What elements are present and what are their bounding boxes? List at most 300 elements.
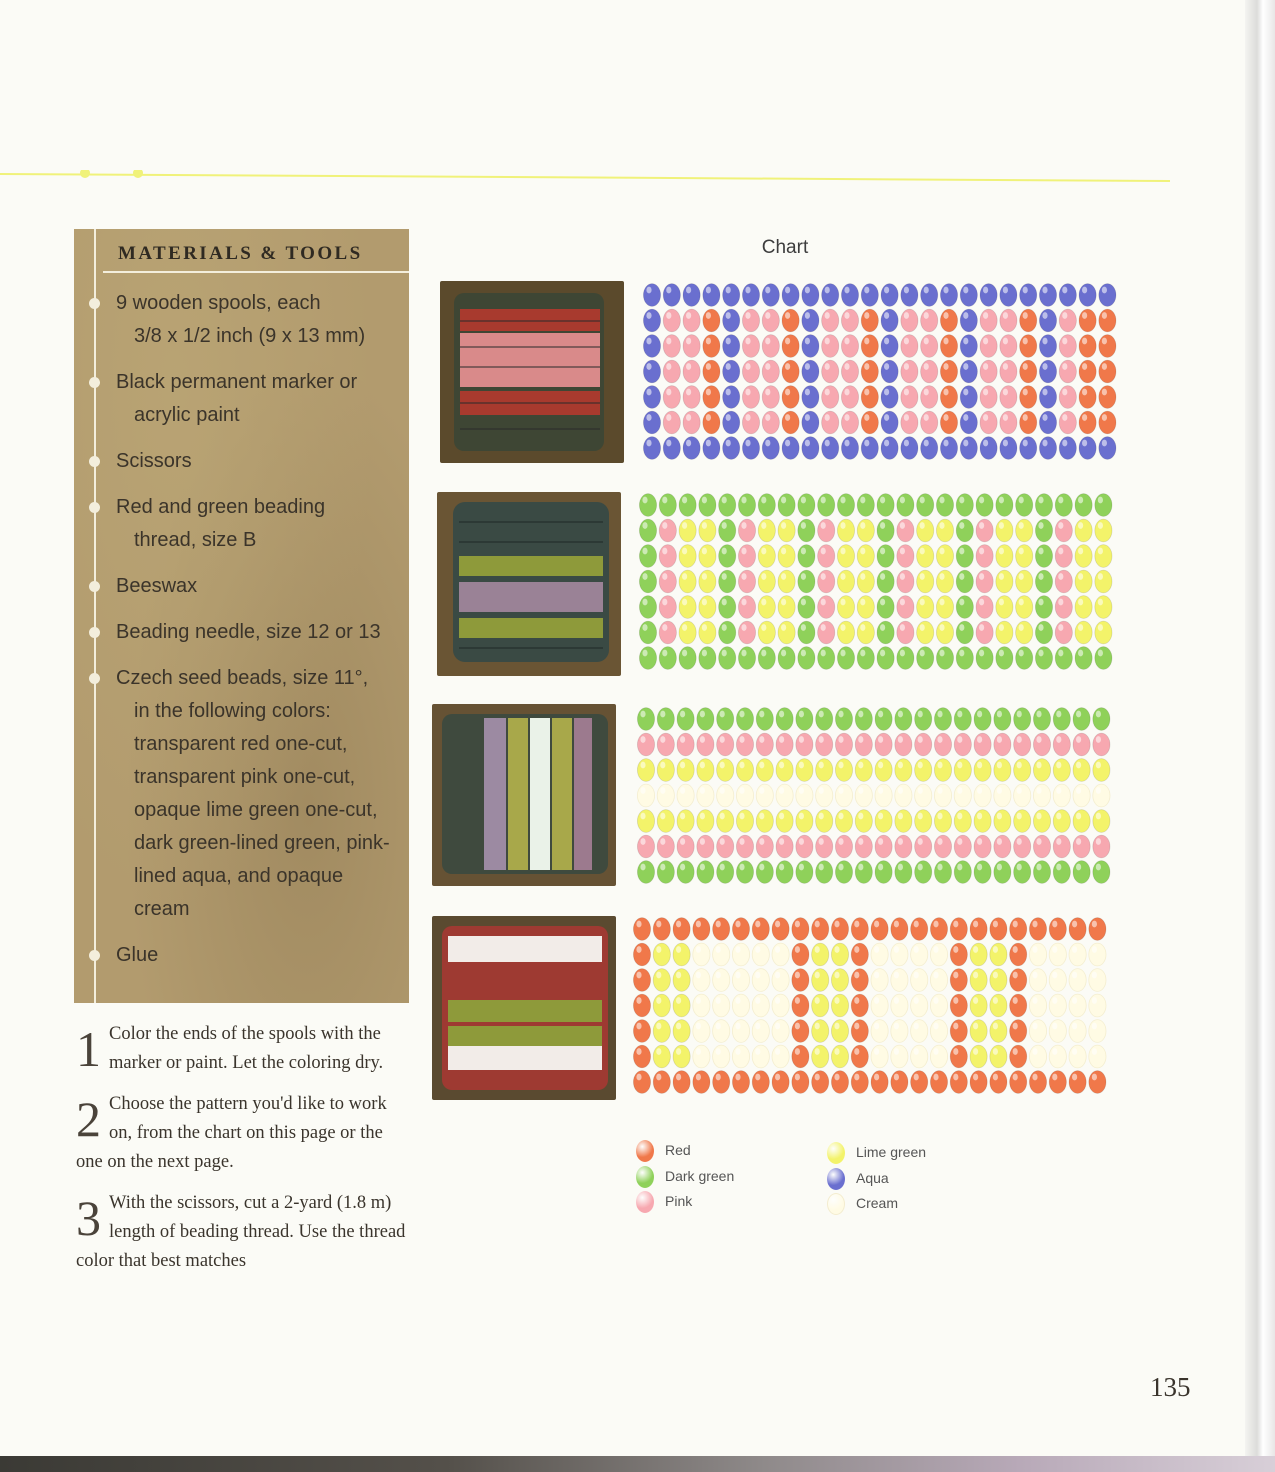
bead-highlight <box>676 946 681 953</box>
bead <box>1099 360 1116 383</box>
bead <box>703 437 720 460</box>
bead <box>673 1020 690 1043</box>
bead <box>1095 570 1112 593</box>
bead <box>857 621 874 644</box>
bead <box>812 1045 829 1068</box>
bead <box>1020 386 1037 409</box>
bead-highlight <box>640 864 645 871</box>
bead <box>950 943 967 966</box>
bead <box>778 494 795 517</box>
bead-highlight <box>1062 338 1067 345</box>
bead <box>699 570 716 593</box>
bead-highlight <box>973 946 978 953</box>
bead-highlight <box>997 711 1002 718</box>
bead-highlight <box>884 287 889 294</box>
bead <box>980 284 997 307</box>
bead-highlight <box>1092 997 1097 1004</box>
bead <box>915 733 932 756</box>
bead <box>796 810 813 833</box>
materials-item-text: Czech seed beads, size 11°, <box>116 667 369 689</box>
bead-highlight <box>825 338 830 345</box>
bead-highlight <box>840 650 845 657</box>
bead <box>1049 969 1066 992</box>
bead <box>921 284 938 307</box>
bead <box>1014 861 1031 884</box>
bead-highlight <box>741 497 746 504</box>
bead-highlight <box>959 497 964 504</box>
bead-highlight <box>1052 1023 1057 1030</box>
bead-highlight <box>840 522 845 529</box>
bead <box>1053 810 1070 833</box>
bead <box>960 309 977 332</box>
bead <box>1029 1071 1046 1094</box>
bead <box>996 621 1013 644</box>
bead-highlight <box>1042 287 1047 294</box>
bead <box>812 943 829 966</box>
bead-highlight <box>1017 813 1022 820</box>
bead-highlight <box>943 338 948 345</box>
bead <box>1016 621 1033 644</box>
bead-highlight <box>636 972 641 979</box>
bead <box>857 519 874 542</box>
bead-highlight <box>914 997 919 1004</box>
bead-highlight <box>884 312 889 319</box>
bead <box>1033 733 1050 756</box>
bead <box>693 943 710 966</box>
bead <box>940 309 957 332</box>
bead-highlight <box>755 921 760 928</box>
bead-highlight <box>706 440 711 447</box>
bead-highlight <box>834 921 839 928</box>
bead <box>659 545 676 568</box>
spool-photo-3 <box>432 704 616 886</box>
bead-highlight <box>993 946 998 953</box>
bead <box>1039 411 1056 434</box>
bead-highlight <box>918 813 923 820</box>
bead-highlight <box>838 736 843 743</box>
bead <box>831 918 848 941</box>
bead-highlight <box>1058 573 1063 580</box>
bead <box>1079 360 1096 383</box>
bead-highlight <box>914 946 919 953</box>
bead-highlight <box>1076 711 1081 718</box>
bead <box>659 570 676 593</box>
bead-highlight <box>795 1023 800 1030</box>
bead <box>1095 519 1112 542</box>
bead-highlight <box>1098 548 1103 555</box>
bead-highlight <box>755 1048 760 1055</box>
bead-highlight <box>755 1023 760 1030</box>
legend-label: Cream <box>856 1195 899 1211</box>
bead <box>657 733 674 756</box>
bullet-dot <box>89 581 100 592</box>
bead-highlight <box>1017 864 1022 871</box>
bead-highlight <box>918 787 923 794</box>
bead-highlight <box>1019 522 1024 529</box>
bead-highlight <box>720 762 725 769</box>
bead-highlight <box>1096 813 1101 820</box>
bead-highlight <box>1098 650 1103 657</box>
bead-highlight <box>1096 736 1101 743</box>
bead-highlight <box>854 946 859 953</box>
bead-highlight <box>920 599 925 606</box>
bead <box>915 759 932 782</box>
bead-highlight <box>884 414 889 421</box>
bead-highlight <box>799 864 804 871</box>
bead <box>663 284 680 307</box>
bead <box>822 411 839 434</box>
bead <box>673 1045 690 1068</box>
bead-highlight <box>680 736 685 743</box>
bead-highlight <box>963 440 968 447</box>
bead <box>891 969 908 992</box>
bead <box>637 733 654 756</box>
bead <box>1089 994 1106 1017</box>
bead-highlight <box>1092 1074 1097 1081</box>
bead <box>934 835 951 858</box>
bead-highlight <box>662 497 667 504</box>
bead <box>930 1045 947 1068</box>
bead <box>895 759 912 782</box>
bead <box>1053 759 1070 782</box>
bead <box>738 647 755 670</box>
bead <box>736 784 753 807</box>
bead-highlight <box>640 736 645 743</box>
bead-highlight <box>716 1023 721 1030</box>
bead-highlight <box>860 650 865 657</box>
bead-highlight <box>918 711 923 718</box>
bead-highlight <box>1072 946 1077 953</box>
bead <box>1039 284 1056 307</box>
bead-highlight <box>1042 363 1047 370</box>
bead-highlight <box>799 838 804 845</box>
bead-highlight <box>914 921 919 928</box>
legend-label: Aqua <box>856 1170 889 1186</box>
bead <box>1073 733 1090 756</box>
bead <box>683 437 700 460</box>
bead <box>960 386 977 409</box>
bead <box>818 570 835 593</box>
materials-item-text: 9 wooden spools, each <box>116 292 321 314</box>
bead <box>816 810 833 833</box>
bead <box>1075 545 1092 568</box>
bead <box>756 810 773 833</box>
bead <box>639 596 656 619</box>
bead-highlight <box>759 787 764 794</box>
bead-highlight <box>720 864 725 871</box>
bead <box>633 1071 650 1094</box>
bead-highlight <box>1062 440 1067 447</box>
bead <box>1059 335 1076 358</box>
scan-bottom-edge <box>0 1456 1275 1472</box>
bead-highlight <box>977 813 982 820</box>
bead-highlight <box>801 522 806 529</box>
bead <box>831 943 848 966</box>
bead <box>835 835 852 858</box>
bead-highlight <box>1003 312 1008 319</box>
bead <box>677 759 694 782</box>
bullet-dot <box>89 298 100 309</box>
bead-highlight <box>739 736 744 743</box>
bead-highlight <box>741 624 746 631</box>
bead-highlight <box>745 440 750 447</box>
bead-highlight <box>1032 921 1037 928</box>
bead <box>697 810 714 833</box>
bead-highlight <box>963 389 968 396</box>
bead <box>1069 943 1086 966</box>
bead-highlight <box>898 838 903 845</box>
page-number: 135 <box>1150 1372 1191 1402</box>
bead <box>857 494 874 517</box>
bead-highlight <box>680 787 685 794</box>
bead-highlight <box>977 838 982 845</box>
bead <box>871 943 888 966</box>
bead <box>659 494 676 517</box>
bead-highlight <box>676 1023 681 1030</box>
bead <box>921 309 938 332</box>
bead <box>837 545 854 568</box>
bead-highlight <box>640 838 645 845</box>
bead <box>1075 519 1092 542</box>
bead-highlight <box>819 787 824 794</box>
bead <box>956 570 973 593</box>
bead <box>1000 386 1017 409</box>
bead-highlight <box>937 711 942 718</box>
bead-highlight <box>706 363 711 370</box>
materials-list <box>74 287 409 985</box>
bead <box>653 994 670 1017</box>
bead <box>1079 437 1096 460</box>
bead-highlight <box>1056 736 1061 743</box>
bead-highlight <box>666 287 671 294</box>
bead <box>758 545 775 568</box>
bead-highlight <box>1042 389 1047 396</box>
legend-swatch <box>827 1142 845 1164</box>
bead <box>762 411 779 434</box>
bead <box>772 969 789 992</box>
bead-highlight <box>914 972 919 979</box>
bead <box>835 784 852 807</box>
bead <box>911 994 928 1017</box>
bead-highlight <box>880 548 885 555</box>
bead-highlight <box>781 573 786 580</box>
bead-highlight <box>1062 312 1067 319</box>
bead <box>976 621 993 644</box>
bead <box>1039 335 1056 358</box>
bead-highlight <box>864 287 869 294</box>
bead-highlight <box>720 813 725 820</box>
bead <box>911 1020 928 1043</box>
bead <box>915 810 932 833</box>
bead-highlight <box>735 921 740 928</box>
bead <box>679 647 696 670</box>
bead <box>1059 437 1076 460</box>
legend-label: Dark green <box>665 1168 735 1184</box>
bead-highlight <box>779 736 784 743</box>
bead-highlight <box>959 548 964 555</box>
bead-highlight <box>680 864 685 871</box>
bead-highlight <box>1078 497 1083 504</box>
bead-highlight <box>825 389 830 396</box>
bead <box>637 861 654 884</box>
bead <box>679 545 696 568</box>
bead-highlight <box>973 921 978 928</box>
bead-highlight <box>999 522 1004 529</box>
bead <box>683 360 700 383</box>
bead-highlight <box>1052 921 1057 928</box>
bead-highlight <box>1096 787 1101 794</box>
bead <box>1000 309 1017 332</box>
bead-highlight <box>696 921 701 928</box>
bead-highlight <box>898 813 903 820</box>
bead <box>822 360 839 383</box>
bead <box>857 596 874 619</box>
bead-highlight <box>858 813 863 820</box>
materials-item-text: Red and green beading <box>116 496 326 518</box>
bead-highlight <box>878 736 883 743</box>
bead-highlight <box>973 997 978 1004</box>
bead <box>980 411 997 434</box>
bead <box>1029 994 1046 1017</box>
bead <box>653 1071 670 1094</box>
bead <box>732 994 749 1017</box>
bead-highlight <box>741 650 746 657</box>
bead <box>1055 596 1072 619</box>
bead <box>936 596 953 619</box>
bead-highlight <box>686 440 691 447</box>
bead-highlight <box>1013 921 1018 928</box>
bead <box>877 621 894 644</box>
bead <box>1073 861 1090 884</box>
bead-highlight <box>1082 414 1087 421</box>
bead <box>693 969 710 992</box>
bead-highlight <box>815 997 820 1004</box>
bead <box>822 335 839 358</box>
bead <box>659 621 676 644</box>
bead <box>1095 494 1112 517</box>
bead <box>679 621 696 644</box>
bead <box>994 708 1011 731</box>
bead-highlight <box>801 624 806 631</box>
bead <box>683 309 700 332</box>
bead-highlight <box>943 389 948 396</box>
bead <box>861 437 878 460</box>
bead <box>954 759 971 782</box>
bead-highlight <box>1023 440 1028 447</box>
bead-highlight <box>656 972 661 979</box>
bead <box>1093 733 1110 756</box>
spool-photo-2 <box>437 492 621 676</box>
bead <box>802 386 819 409</box>
bead <box>1073 759 1090 782</box>
bead-highlight <box>1098 497 1103 504</box>
bead-highlight <box>1056 711 1061 718</box>
bead-highlight <box>963 414 968 421</box>
bead-highlight <box>682 624 687 631</box>
bead-highlight <box>920 650 925 657</box>
bead-highlight <box>894 1023 899 1030</box>
bead-highlight <box>1013 972 1018 979</box>
bead-highlight <box>1017 711 1022 718</box>
bead <box>915 835 932 858</box>
bead-highlight <box>702 522 707 529</box>
bead <box>831 1045 848 1068</box>
bead-highlight <box>979 497 984 504</box>
bead <box>841 335 858 358</box>
bead-highlight <box>739 711 744 718</box>
bead <box>1059 386 1076 409</box>
bead-highlight <box>815 946 820 953</box>
bead-highlight <box>755 1074 760 1081</box>
bead-highlight <box>878 813 883 820</box>
bead <box>816 708 833 731</box>
bead-highlight <box>759 762 764 769</box>
bead <box>752 969 769 992</box>
bead <box>976 647 993 670</box>
bead <box>835 759 852 782</box>
bead <box>719 494 736 517</box>
bead-highlight <box>894 1048 899 1055</box>
bead-highlight <box>1102 287 1107 294</box>
bead-highlight <box>1042 440 1047 447</box>
bead <box>1099 284 1116 307</box>
bead <box>633 943 650 966</box>
bead <box>871 918 888 941</box>
panel-rule-horizontal <box>103 271 409 273</box>
bead <box>1069 1020 1086 1043</box>
bead <box>772 943 789 966</box>
bead-highlight <box>997 736 1002 743</box>
bead <box>693 994 710 1017</box>
bead-highlight <box>1076 864 1081 871</box>
bead <box>1079 284 1096 307</box>
bead <box>822 309 839 332</box>
bead-highlight <box>898 864 903 871</box>
bead-highlight <box>838 838 843 845</box>
bead <box>994 733 1011 756</box>
bead <box>1053 835 1070 858</box>
bead-highlight <box>1072 921 1077 928</box>
bead <box>930 1071 947 1094</box>
bead <box>639 647 656 670</box>
bead-highlight <box>660 711 665 718</box>
bead <box>1000 335 1017 358</box>
bead <box>881 335 898 358</box>
bead <box>1099 386 1116 409</box>
bead <box>758 494 775 517</box>
bead-highlight <box>636 997 641 1004</box>
bead-highlight <box>1058 548 1063 555</box>
bead <box>713 918 730 941</box>
bead-highlight <box>874 921 879 928</box>
bead <box>736 708 753 731</box>
bead-highlight <box>874 1023 879 1030</box>
bead <box>693 1020 710 1043</box>
bead <box>851 994 868 1017</box>
bead-highlight <box>799 711 804 718</box>
bead <box>736 733 753 756</box>
bead-highlight <box>739 838 744 845</box>
bead <box>897 647 914 670</box>
bead-highlight <box>686 287 691 294</box>
bead-highlight <box>840 548 845 555</box>
bead <box>1029 943 1046 966</box>
bead-highlight <box>979 599 984 606</box>
bead <box>719 519 736 542</box>
bead-highlight <box>741 573 746 580</box>
bead <box>717 733 734 756</box>
bead <box>1016 596 1033 619</box>
